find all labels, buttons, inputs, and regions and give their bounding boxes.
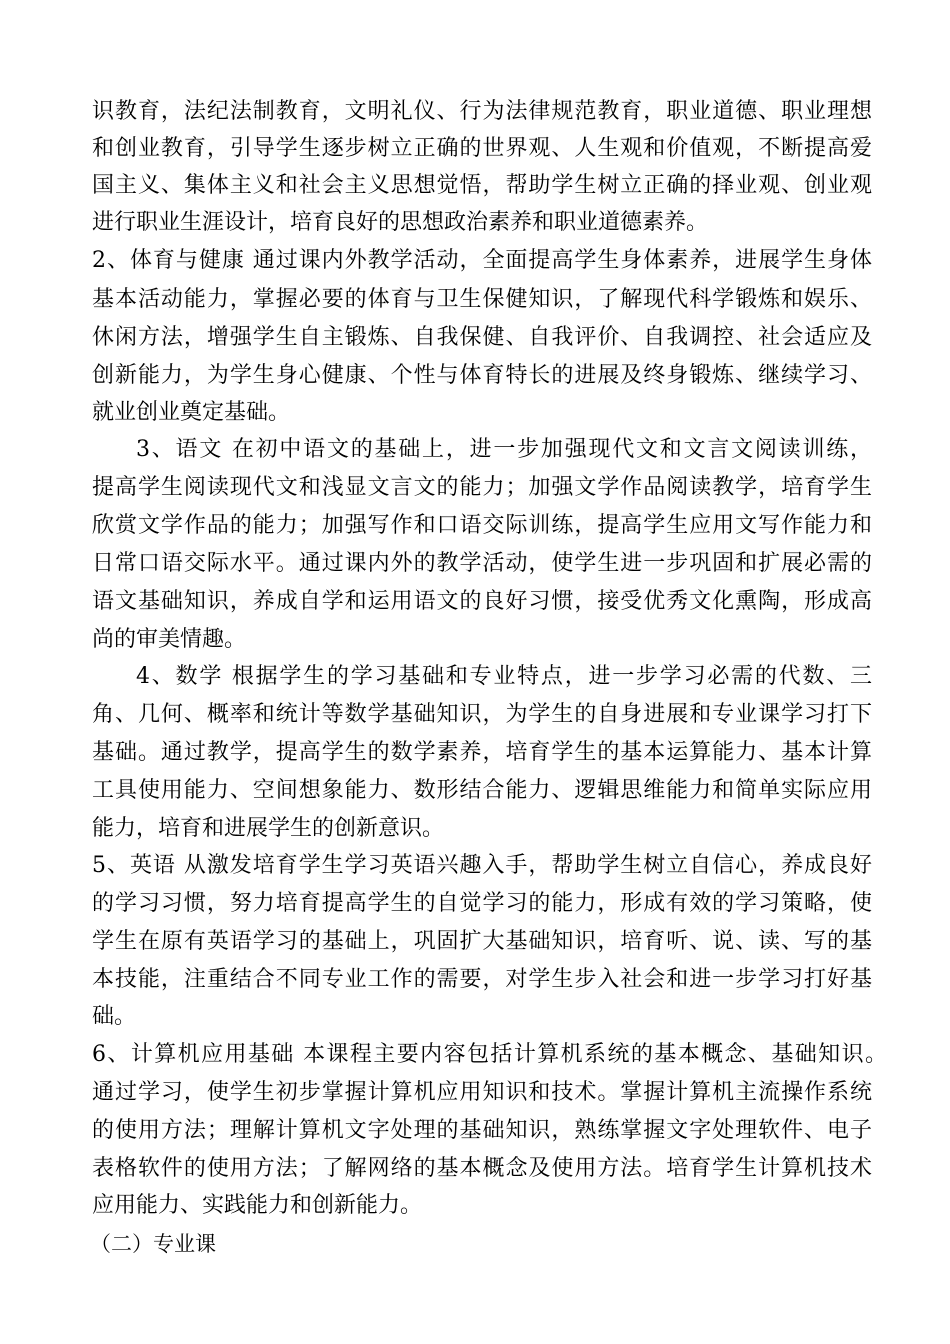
pe-line-1: 2、体育与健康 通过课内外教学活动，全面提高学生身体素养，进展学生身体 [92,248,872,273]
intro-line-4: 进行职业生涯设计，培育良好的思想政治素养和职业道德素养。 [92,210,709,235]
section-heading: （二）专业课 [90,1232,216,1256]
computer-line-4: 表格软件的使用方法；了解网络的基本概念及使用方法。培育学生计算机技术 [92,1156,872,1181]
pe-line-2: 基本活动能力，掌握必要的体育与卫生保健知识，了解现代科学锻炼和娱乐、 [92,287,872,312]
english-line-2: 的学习习惯，努力培育提高学生的自觉学习的能力，形成有效的学习策略，使 [92,891,872,916]
math-line-3: 基础。通过教学，提高学生的数学素养，培育学生的基本运算能力、基本计算 [92,740,872,765]
pe-line-4: 创新能力，为学生身心健康、个性与体育特长的进展及终身锻炼、继续学习、 [92,363,872,388]
english-line-5: 础。 [92,1004,137,1029]
math-line-4: 工具使用能力、空间想象能力、数形结合能力、逻辑思维能力和简单实际应用 [92,778,872,803]
chinese-line-5: 语文基础知识，养成自学和运用语文的良好习惯，接受优秀文化熏陶，形成高 [92,589,872,614]
math-line-1: 4、数学 根据学生的学习基础和专业特点，进一步学习必需的代数、三 [136,664,872,689]
computer-line-2: 通过学习，使学生初步掌握计算机应用知识和技术。掌握计算机主流操作系统 [92,1080,872,1105]
pe-line-3: 休闲方法，增强学生自主锻炼、自我保健、自我评价、自我调控、社会适应及 [92,325,872,350]
chinese-line-2: 提高学生阅读现代文和浅显文言文的能力；加强文学作品阅读教学，培育学生 [92,475,872,500]
computer-line-1: 6、计算机应用基础 本课程主要内容包括计算机系统的基本概念、基础知识。 [92,1042,887,1067]
chinese-line-1: 3、语文 在初中语文的基础上，进一步加强现代文和文言文阅读训练， [136,437,872,462]
intro-line-3: 国主义、集体主义和社会主义思想觉悟，帮助学生树立正确的择业观、创业观 [92,173,872,198]
intro-line-1: 识教育，法纪法制教育，文明礼仪、行为法律规范教育，职业道德、职业理想 [92,99,872,124]
intro-line-2: 和创业教育，引导学生逐步树立正确的世界观、人生观和价值观，不断提高爱 [92,136,872,161]
chinese-line-4: 日常口语交际水平。通过课内外的教学活动，使学生进一步巩固和扩展必需的 [92,551,872,576]
math-line-5: 能力，培育和进展学生的创新意识。 [92,816,445,841]
computer-line-5: 应用能力、实践能力和创新能力。 [92,1193,423,1218]
english-line-3: 学生在原有英语学习的基础上，巩固扩大基础知识，培育听、说、读、写的基 [92,929,872,954]
pe-line-5: 就业创业奠定基础。 [92,400,291,425]
english-line-4: 本技能，注重结合不同专业工作的需要，对学生步入社会和进一步学习打好基 [92,967,872,992]
english-line-1: 5、英语 从激发培育学生学习英语兴趣入手，帮助学生树立自信心，养成良好 [92,853,872,878]
math-line-2: 角、几何、概率和统计等数学基础知识，为学生的自身进展和专业课学习打下 [92,702,872,727]
chinese-line-3: 欣赏文学作品的能力；加强写作和口语交际训练，提高学生应用文写作能力和 [92,513,872,538]
chinese-line-6: 尚的审美情趣。 [92,627,247,652]
computer-line-3: 的使用方法；理解计算机文字处理的基础知识，熟练掌握文字处理软件、电子 [92,1118,872,1143]
